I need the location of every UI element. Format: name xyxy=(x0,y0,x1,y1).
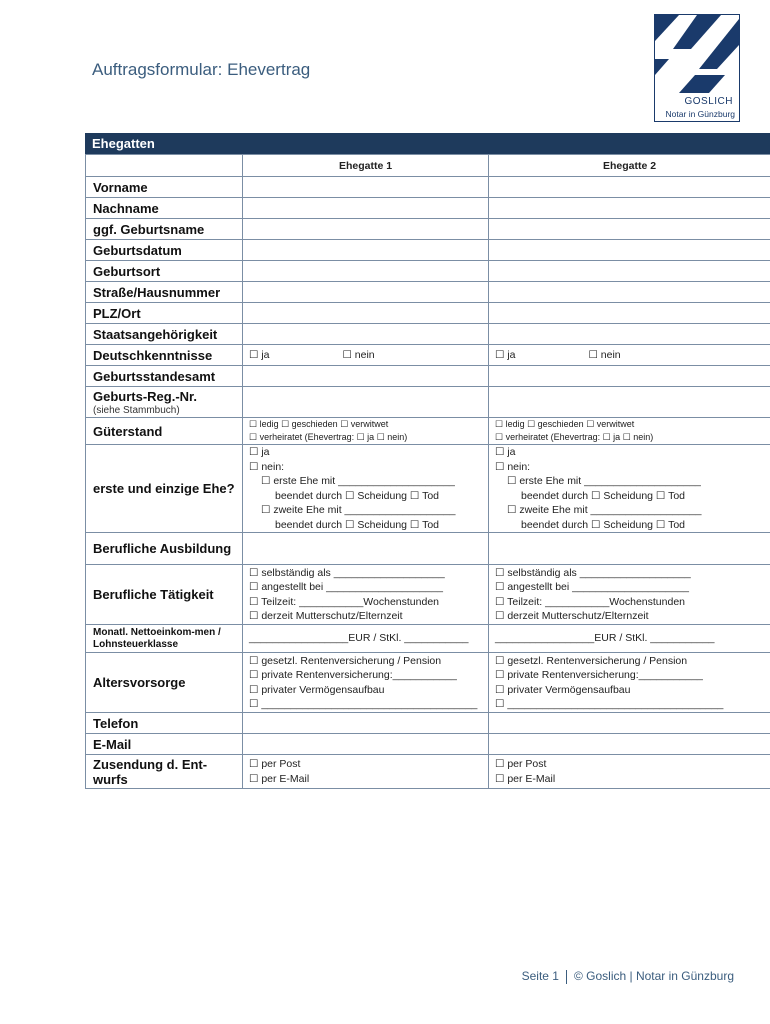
logo-name: GOSLICH xyxy=(684,96,733,107)
field-ehe-2 xyxy=(489,445,770,533)
option-line[interactable]: ☐ verheiratet (Ehevertrag: ☐ ja ☐ nein) xyxy=(495,432,654,442)
field-strasse-1[interactable] xyxy=(243,282,489,303)
field-telefon-2[interactable] xyxy=(489,713,770,734)
label-nettoeinkommen: Monatl. Nettoeinkom-men / Lohnsteuerklasse xyxy=(86,625,243,653)
field-vorname-1[interactable] xyxy=(243,177,489,198)
option-line[interactable]: ☐ per E-Mail xyxy=(495,772,556,785)
option-line[interactable]: ☐ selbständig als ___________________ xyxy=(495,566,691,579)
option-line[interactable]: ☐ per Post xyxy=(495,758,547,770)
field-regnr-2[interactable] xyxy=(489,387,770,418)
option-line[interactable]: ☐ ja xyxy=(249,446,270,458)
field-email-1[interactable] xyxy=(243,734,489,755)
option-line[interactable]: ☐ Teilzeit: ___________Wochenstunden xyxy=(495,595,685,608)
label-staatsangehoerigkeit: Staatsangehörigkeit xyxy=(86,324,243,345)
field-geburtsname-2[interactable] xyxy=(489,219,770,240)
option-line[interactable]: ☐ erste Ehe mit ____________________ xyxy=(507,475,701,487)
option-line[interactable]: ☐ nein: xyxy=(495,460,531,473)
option-line[interactable]: ☐ derzeit Mutterschutz/Elternzeit xyxy=(495,610,649,622)
option-line[interactable]: beendet durch ☐ Scheidung ☐ Tod xyxy=(275,489,439,502)
column-header-spouse-1: Ehegatte 1 xyxy=(243,155,489,177)
field-ausbildung-1[interactable] xyxy=(243,533,489,565)
page-title: Auftragsformular: Ehevertrag xyxy=(92,60,311,79)
label-geburtsort: Geburtsort xyxy=(86,261,243,282)
option-line[interactable]: ☐ derzeit Mutterschutz/Elternzeit xyxy=(249,610,403,622)
section-header: Ehegatten xyxy=(85,133,770,154)
label-nachname: Nachname xyxy=(86,198,243,219)
option-line[interactable]: ☐ gesetzl. Rentenversicherung / Pension xyxy=(249,654,442,667)
label-ausbildung: Berufliche Ausbildung xyxy=(86,533,243,565)
field-email-2[interactable] xyxy=(489,734,770,755)
field-ehe-1 xyxy=(243,445,489,533)
field-vorname-2[interactable] xyxy=(489,177,770,198)
option-line[interactable]: ☐ ja xyxy=(495,446,516,458)
option-line[interactable]: ☐ erste Ehe mit ____________________ xyxy=(261,475,455,487)
field-geburtsort-1[interactable] xyxy=(243,261,489,282)
checkbox-ja[interactable]: ☐ ja xyxy=(495,349,516,361)
footer-copyright: © Goslich | Notar in Günzburg xyxy=(573,969,734,983)
option-line[interactable]: ☐ gesetzl. Rentenversicherung / Pension xyxy=(495,654,688,667)
field-ausbildung-2[interactable] xyxy=(489,533,770,565)
label-gueterstand: Güterstand xyxy=(86,418,243,445)
field-staat-2[interactable] xyxy=(489,324,770,345)
label-zusendung: Zusendung d. Ent-wurfs xyxy=(86,755,243,789)
form-table xyxy=(85,154,770,789)
logo xyxy=(654,14,740,122)
field-plz-1[interactable] xyxy=(243,303,489,324)
option-line[interactable]: ☐ selbständig als ___________________ xyxy=(249,566,445,579)
checkbox-ja[interactable]: ☐ ja xyxy=(249,349,270,361)
field-geburtsname-1[interactable] xyxy=(243,219,489,240)
label-altersvorsorge: Altersvorsorge xyxy=(86,653,243,713)
label-geburts-reg-nr-text: Geburts-Reg.-Nr. xyxy=(93,388,198,404)
checkbox-nein[interactable]: ☐ nein xyxy=(588,349,621,361)
option-line[interactable]: beendet durch ☐ Scheidung ☐ Tod xyxy=(521,518,685,531)
field-zusendung-1 xyxy=(243,755,489,789)
field-staat-1[interactable] xyxy=(243,324,489,345)
option-line[interactable]: ☐ angestellt bei ____________________ xyxy=(249,581,443,593)
field-gueterstand-2 xyxy=(489,418,770,445)
field-geburtsdatum-1[interactable] xyxy=(243,240,489,261)
page-number: Seite 1 xyxy=(521,969,559,983)
option-line[interactable]: ☐ privater Vermögensaufbau xyxy=(495,683,631,696)
option-line[interactable]: ☐ zweite Ehe mit ___________________ xyxy=(507,504,702,516)
field-zusendung-2 xyxy=(489,755,770,789)
option-line[interactable]: ☐ zweite Ehe mit ___________________ xyxy=(261,504,456,516)
income-line[interactable]: _________________EUR / StKl. ___________ xyxy=(249,632,469,645)
income-line[interactable]: _________________EUR / StKl. ___________ xyxy=(495,632,715,645)
field-taetigkeit-1 xyxy=(243,565,489,625)
label-plz: PLZ/Ort xyxy=(86,303,243,324)
field-standesamt-2[interactable] xyxy=(489,366,770,387)
option-line[interactable]: ☐ private Rentenversicherung:___________ xyxy=(495,669,703,681)
option-line[interactable]: ☐ ledig ☐ geschieden ☐ verwitwet xyxy=(249,419,389,429)
checkbox-nein[interactable]: ☐ nein xyxy=(342,349,375,361)
option-line[interactable]: beendet durch ☐ Scheidung ☐ Tod xyxy=(275,518,439,531)
field-netto-1 xyxy=(243,625,489,653)
field-alter-2 xyxy=(489,653,770,713)
page-footer xyxy=(522,969,734,984)
label-telefon: Telefon xyxy=(86,713,243,734)
option-line[interactable]: ☐ verheiratet (Ehevertrag: ☐ ja ☐ nein) xyxy=(249,432,408,442)
label-email: E-Mail xyxy=(86,734,243,755)
label-geburts-reg-nr xyxy=(86,387,243,418)
label-taetigkeit: Berufliche Tätigkeit xyxy=(86,565,243,625)
field-deutsch-1 xyxy=(243,345,489,366)
field-nachname-2[interactable] xyxy=(489,198,770,219)
field-taetigkeit-2 xyxy=(489,565,770,625)
field-netto-2 xyxy=(489,625,770,653)
label-geburtsname: ggf. Geburtsname xyxy=(86,219,243,240)
field-regnr-1[interactable] xyxy=(243,387,489,418)
footer-divider xyxy=(566,970,567,984)
field-strasse-2[interactable] xyxy=(489,282,770,303)
field-telefon-1[interactable] xyxy=(243,713,489,734)
field-geburtsdatum-2[interactable] xyxy=(489,240,770,261)
option-line[interactable]: ☐ _____________________________________ xyxy=(249,698,478,710)
field-gueterstand-1 xyxy=(243,418,489,445)
label-deutschkenntnisse: Deutschkenntnisse xyxy=(86,345,243,366)
option-line[interactable]: ☐ ledig ☐ geschieden ☐ verwitwet xyxy=(495,419,635,429)
field-alter-1 xyxy=(243,653,489,713)
label-geburtsstandesamt: Geburtsstandesamt xyxy=(86,366,243,387)
marriage-contract-form xyxy=(85,133,770,789)
option-line[interactable]: ☐ _____________________________________ xyxy=(495,698,724,710)
option-line[interactable]: beendet durch ☐ Scheidung ☐ Tod xyxy=(521,489,685,502)
field-nachname-1[interactable] xyxy=(243,198,489,219)
option-line[interactable]: ☐ nein: xyxy=(249,460,285,473)
label-erste-ehe: erste und einzige Ehe? xyxy=(86,445,243,533)
label-note: (siehe Stammbuch) xyxy=(93,404,180,416)
field-geburtsort-2[interactable] xyxy=(489,261,770,282)
option-line[interactable]: ☐ private Rentenversicherung:___________ xyxy=(249,669,457,681)
option-line[interactable]: ☐ Teilzeit: ___________Wochenstunden xyxy=(249,595,439,608)
option-line[interactable]: ☐ angestellt bei ____________________ xyxy=(495,581,689,593)
field-standesamt-1[interactable] xyxy=(243,366,489,387)
corner-cell xyxy=(86,155,243,177)
label-strasse: Straße/Hausnummer xyxy=(86,282,243,303)
logo-subtitle: Notar in Günzburg xyxy=(665,109,735,119)
column-header-spouse-2: Ehegatte 2 xyxy=(489,155,770,177)
option-line[interactable]: ☐ privater Vermögensaufbau xyxy=(249,683,385,696)
option-line[interactable]: ☐ per E-Mail xyxy=(249,772,310,785)
option-line[interactable]: ☐ per Post xyxy=(249,758,301,770)
label-geburtsdatum: Geburtsdatum xyxy=(86,240,243,261)
label-vorname: Vorname xyxy=(86,177,243,198)
field-deutsch-2 xyxy=(489,345,770,366)
field-plz-2[interactable] xyxy=(489,303,770,324)
bavarian-lozenge-icon xyxy=(655,15,739,95)
